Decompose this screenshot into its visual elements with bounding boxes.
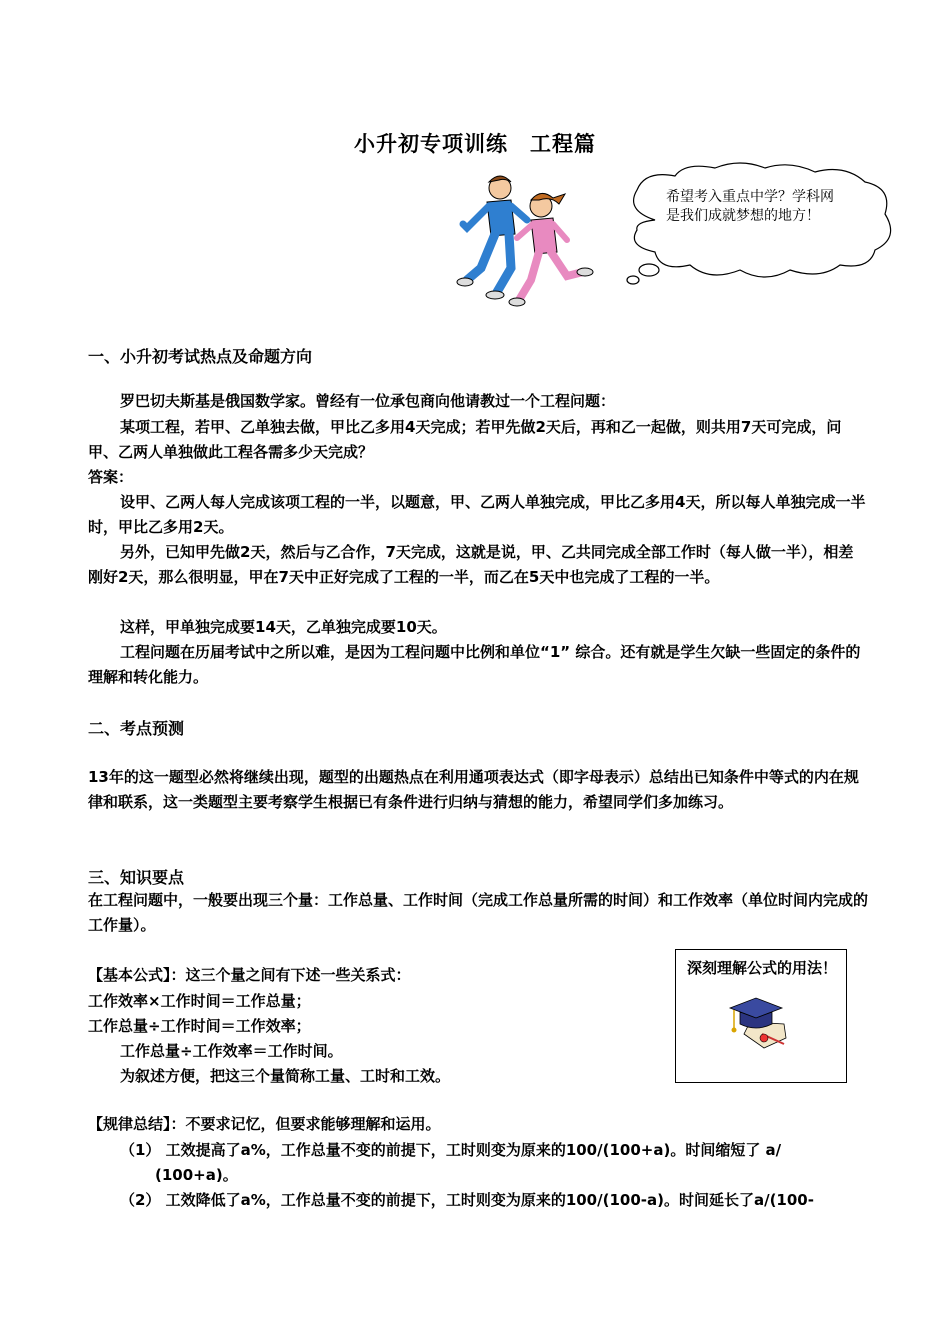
answer-paragraph-1: 设甲、乙两人每人完成该项工程的一半，以题意，甲、乙两人单独完成，甲比乙多用4天，所以每人单独完成一半时，甲比乙多用2天。 bbox=[88, 493, 866, 536]
formula-1: 工作效率×工作时间＝工作总量； bbox=[88, 992, 311, 1010]
formula-3: 工作总量÷工作效率＝工作时间。 bbox=[120, 1042, 343, 1060]
bubble-text: 希望考入重点中学？学科网是我们成就梦想的地方！ bbox=[666, 189, 834, 224]
answer-paragraph-3: 这样，甲单独完成要14天，乙单独完成要10天。 bbox=[120, 618, 447, 636]
graduation-cap-icon bbox=[724, 994, 794, 1056]
answer-paragraph-4: 工程问题在历届考试中之所以难，是因为工程问题中比例和单位“1” 综合。还有就是学生欠缺一些固定的条件的理解和转化能力。 bbox=[88, 643, 861, 686]
section2-heading: 二、考点预测 bbox=[88, 719, 185, 738]
answer-paragraph-2: 另外，已知甲先做2天，然后与乙合作，7天完成，这就是说，甲、乙共同完成全部工作时（每人做一半），相差刚好2天，那么很明显，甲在7天中正好完成了工程的一半，而乙在5天中也完成了工程的一半。 bbox=[88, 543, 854, 586]
note-box bbox=[675, 949, 847, 1083]
rule-1-line-1: （1） 工效提高了a%，工作总量不变的前提下，工时则变为原来的100/(100+a)。时间缩短了 a/ bbox=[120, 1141, 782, 1159]
section1-problem: 某项工程，若甲、乙单独去做，甲比乙多用4天完成；若甲先做2天后，再和乙一起做，则共用7天可完成，问甲、乙两人单独做此工程各需多少天完成？ bbox=[88, 418, 842, 461]
formula-4: 为叙述方便，把这三个量简称工量、工时和工效。 bbox=[120, 1067, 451, 1085]
section1-intro: 罗巴切夫斯基是俄国数学家。曾经有一位承包商向他请教过一个工程问题： bbox=[120, 392, 616, 410]
formula-2: 工作总量÷工作时间＝工作效率； bbox=[88, 1017, 311, 1035]
rule-1-line-2: (100+a)。 bbox=[155, 1166, 238, 1184]
rule-2: （2） 工效降低了a%，工作总量不变的前提下，工时则变为原来的100/(100-a)。时间延长了a/(100- bbox=[120, 1191, 814, 1209]
section3-text: 在工程问题中，一般要出现三个量：工作总量、工作时间（完成工作总量所需的时间）和工作效率（单位时间内完成的工作量）。 bbox=[88, 891, 869, 934]
section3-heading: 三、知识要点 bbox=[88, 868, 185, 887]
section2-text: 13年的这一题型必然将继续出现，题型的出题热点在利用通项表达式（即字母表示）总结出已知条件中等式的内在规律和联系，这一类题型主要考察学生根据已有条件进行归纳与猜想的能力，希望同学们多加练习。 bbox=[88, 768, 859, 811]
answer-label: 答案： bbox=[88, 468, 134, 486]
section1-heading: 一、小升初考试热点及命题方向 bbox=[88, 347, 313, 366]
running-kids-illustration bbox=[455, 168, 595, 308]
note-text: 深刻理解公式的用法！ bbox=[687, 959, 838, 977]
page-title: 小升初专项训练 工程篇 bbox=[354, 132, 596, 156]
rules-label: 【规律总结】：不要求记忆，但要求能够理解和运用。 bbox=[88, 1115, 441, 1133]
formula-label: 【基本公式】：这三个量之间有下述一些关系式： bbox=[88, 966, 411, 984]
